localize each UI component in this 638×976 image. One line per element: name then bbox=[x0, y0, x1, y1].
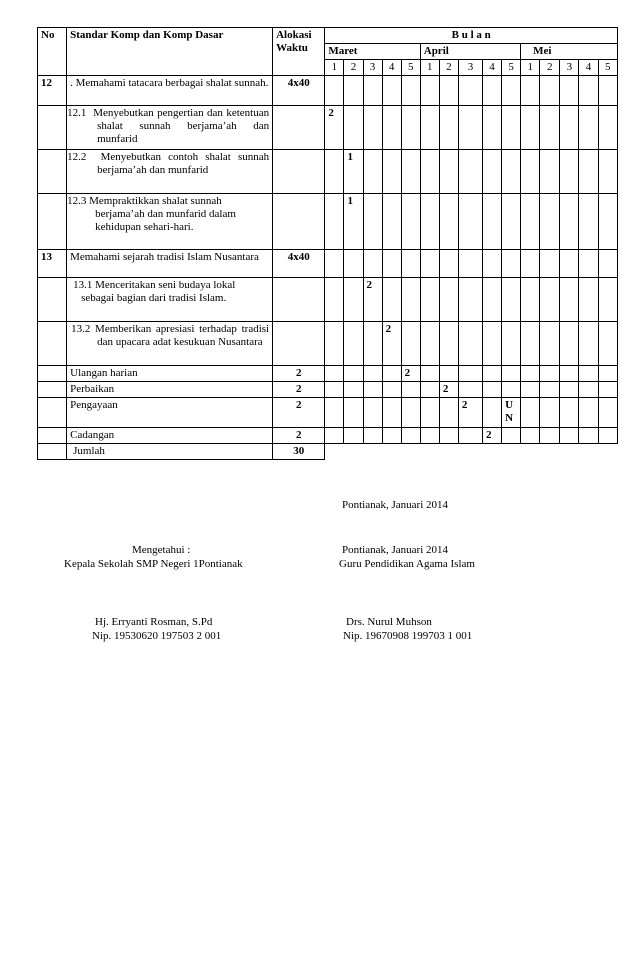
basic-competency bbox=[67, 194, 273, 250]
table-row bbox=[38, 76, 618, 106]
header-standar: Standar Komp dan Komp Dasar bbox=[67, 28, 273, 76]
header-bulan: B u l a n bbox=[325, 28, 618, 44]
week-label: 3 bbox=[560, 60, 579, 76]
basic-competency: 13.1 Menceritakan seni budaya lokal sebagai bagian dari tradisi Islam. bbox=[67, 278, 273, 322]
competency-standard: Memahami sejarah tradisi Islam Nusantara bbox=[67, 250, 273, 278]
table-row bbox=[38, 106, 618, 150]
table-row bbox=[38, 278, 618, 322]
week-label: 2 bbox=[439, 60, 458, 76]
time-allocation: 4x40 bbox=[273, 250, 325, 278]
week-label: 4 bbox=[382, 60, 401, 76]
mengetahui-label: Mengetahui : bbox=[132, 544, 191, 556]
table-row bbox=[38, 194, 618, 250]
row-label: Ulangan harian bbox=[67, 366, 273, 382]
competency-text: Menyebutkan pengertian dan ketentuan shalat sunnah berjama’ah dan munfarid bbox=[93, 107, 270, 145]
week-allocation: 2 bbox=[325, 106, 344, 150]
row-label: Cadangan bbox=[67, 428, 273, 444]
header-month-april: April bbox=[420, 44, 520, 60]
week-allocation: 1 bbox=[344, 194, 363, 250]
table-row bbox=[38, 150, 618, 194]
week-label: 1 bbox=[521, 60, 540, 76]
time-allocation: 2 bbox=[273, 382, 325, 398]
time-allocation: 2 bbox=[273, 366, 325, 382]
principal-title: Kepala Sekolah SMP Negeri 1Pontianak bbox=[64, 558, 243, 570]
header-no: No bbox=[38, 28, 67, 76]
teacher-title: Guru Pendidikan Agama Islam bbox=[339, 558, 475, 570]
table-row bbox=[38, 250, 618, 278]
time-allocation: 2 bbox=[273, 428, 325, 444]
table-row bbox=[38, 366, 618, 382]
week-label: 2 bbox=[344, 60, 363, 76]
week-label: 3 bbox=[363, 60, 382, 76]
header-month-maret: Maret bbox=[325, 44, 420, 60]
table-row bbox=[38, 322, 618, 366]
week-label: 5 bbox=[502, 60, 521, 76]
ujian-nasional-mark: U N bbox=[502, 398, 521, 428]
competency-number: 12.3 bbox=[67, 195, 87, 207]
week-allocation: 2 bbox=[483, 428, 502, 444]
week-label: 3 bbox=[458, 60, 482, 76]
header-alokasi-line1: Alokasi bbox=[276, 29, 312, 41]
header-alokasi bbox=[273, 28, 325, 76]
week-allocation: 2 bbox=[439, 382, 458, 398]
place-date: Pontianak, Januari 2014 bbox=[342, 544, 449, 556]
week-allocation: 2 bbox=[363, 278, 382, 322]
week-label: 1 bbox=[325, 60, 344, 76]
time-allocation: 4x40 bbox=[273, 76, 325, 106]
row-label: Pengayaan bbox=[67, 398, 273, 428]
total-allocation: 30 bbox=[273, 444, 325, 460]
header-row-1 bbox=[38, 28, 618, 44]
teacher-nip: Nip. 19670908 199703 1 001 bbox=[343, 630, 473, 642]
time-allocation: 2 bbox=[273, 398, 325, 428]
week-allocation: 2 bbox=[382, 322, 401, 366]
table-row-total bbox=[38, 444, 618, 460]
competency-text: Menyebutkan contoh shalat sunnah berjama’ah dan munfarid bbox=[97, 151, 270, 176]
place-date-top: Pontianak, Januari 2014 bbox=[342, 499, 449, 511]
principal-nip: Nip. 19530620 197503 2 001 bbox=[92, 630, 222, 642]
competency-text: Mempraktikkan shalat sunnah berjama’ah dan munfarid dalam kehidupan sehari-hari. bbox=[89, 195, 236, 233]
competency-number: 12.1 bbox=[67, 107, 87, 119]
basic-competency bbox=[67, 150, 273, 194]
row-number: 13 bbox=[38, 250, 67, 278]
table-row bbox=[38, 428, 618, 444]
row-label: Perbaikan bbox=[67, 382, 273, 398]
competency-standard: . Memahami tatacara berbagai shalat sunnah. bbox=[67, 76, 273, 106]
week-label: 1 bbox=[420, 60, 439, 76]
week-allocation: 1 bbox=[344, 150, 363, 194]
row-label: Jumlah bbox=[67, 444, 273, 460]
table-row bbox=[38, 398, 618, 428]
header-month-mei: Mei bbox=[521, 44, 618, 60]
week-allocation: 2 bbox=[458, 398, 482, 428]
week-label: 5 bbox=[401, 60, 420, 76]
competency-number: 12.2 bbox=[67, 151, 87, 163]
basic-competency bbox=[67, 106, 273, 150]
table-row bbox=[38, 382, 618, 398]
principal-name: Hj. Erryanti Rosman, S.Pd bbox=[95, 616, 213, 628]
row-number: 12 bbox=[38, 76, 67, 106]
week-label: 4 bbox=[579, 60, 598, 76]
week-label: 4 bbox=[483, 60, 502, 76]
week-allocation: 2 bbox=[401, 366, 420, 382]
basic-competency: 13.2 Memberikan apresiasi terhadap tradisi dan upacara adat kesukuan Nusantara bbox=[67, 322, 273, 366]
header-alokasi-line2: Waktu bbox=[276, 42, 308, 54]
week-label: 2 bbox=[540, 60, 560, 76]
teacher-name: Drs. Nurul Muhson bbox=[346, 616, 432, 628]
program-semester-table bbox=[37, 27, 618, 460]
week-label: 5 bbox=[598, 60, 618, 76]
